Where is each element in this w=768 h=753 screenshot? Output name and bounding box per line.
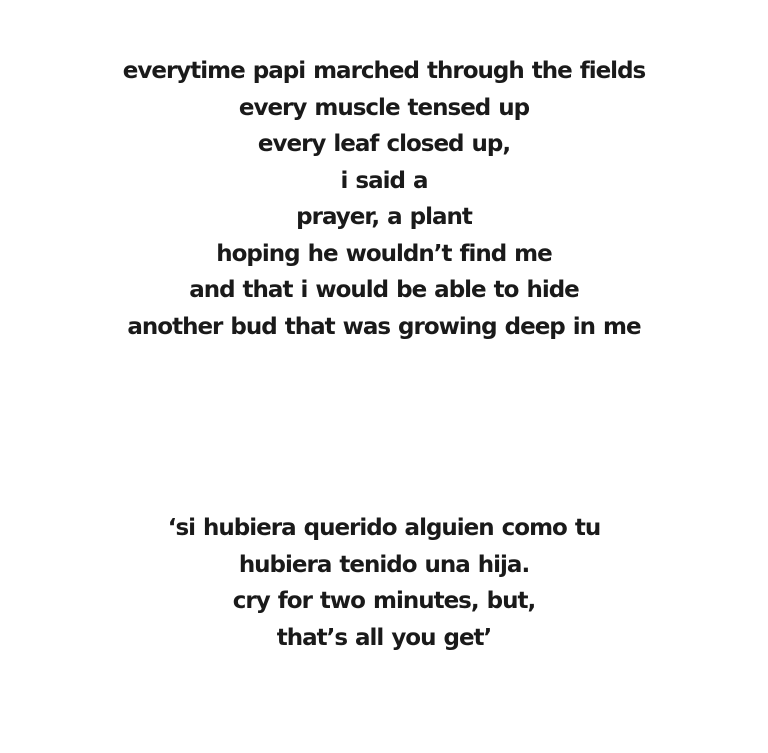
poem-line: hubiera tenido una hija. xyxy=(238,551,530,578)
poem-line: everytime papi marched through the fields xyxy=(122,58,646,84)
poem-stanza-1 xyxy=(0,53,768,345)
poem-line: and that i would be able to hide xyxy=(189,277,579,303)
poem-line: prayer, a plant xyxy=(296,204,472,230)
poem-line: ‘si hubiera querido alguien como tu xyxy=(167,515,601,541)
poem-line: every muscle tensed up xyxy=(238,94,530,121)
poem-line: i said a xyxy=(340,167,428,194)
poem-stanza-2 xyxy=(0,510,768,656)
poem-line: that’s all you get’ xyxy=(276,624,492,651)
poem-line: every leaf closed up, xyxy=(257,131,511,157)
poem-line: hoping he wouldn’t find me xyxy=(216,240,552,267)
poem-line: another bud that was growing deep in me xyxy=(127,313,641,340)
poem-line: cry for two minutes, but, xyxy=(232,588,536,614)
